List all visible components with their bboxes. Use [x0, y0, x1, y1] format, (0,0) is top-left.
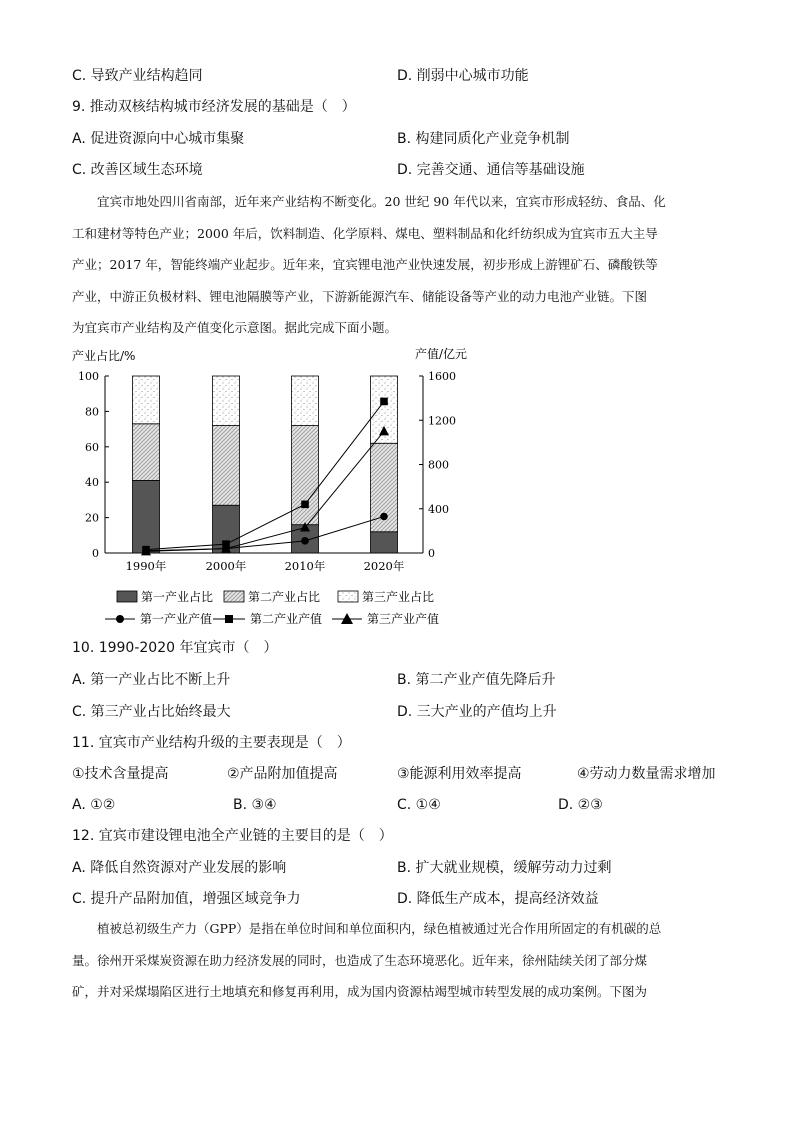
- bar-tertiary-share: [133, 376, 160, 424]
- passage-line: 量。徐州开采煤炭资源在助力经济发展的同时，也造成了生态环境恶化。近年来，徐州陆续关闭了部分煤: [72, 952, 648, 968]
- q11-item-4: ④劳动力数量需求增加: [577, 766, 716, 782]
- legend-primary-value: 第一产业产值: [140, 612, 213, 626]
- legend-primary-share: 第一产业占比: [141, 590, 214, 604]
- passage-line: 植被总初级生产力（GPP）是指在单位时间和单位面积内，绿色植被通过光合作用所固定的有机碳的总: [97, 921, 662, 936]
- question-12-stem: 12. 宜宾市建设锂电池全产业链的主要目的是（ ）: [72, 828, 393, 844]
- q9-option-d[interactable]: D. 完善交通、通信等基础设施: [397, 162, 585, 178]
- passage-line: 产业，中游正负极材料、锂电池隔膜等产业，下游新能源汽车、储能设备等产业的动力电池产业链。下图: [72, 288, 648, 304]
- question-10-stem: 10. 1990-2020 年宜宾市（ ）: [72, 640, 278, 656]
- right-tick-label: 1200: [428, 414, 456, 428]
- passage-yibin: [72, 186, 722, 344]
- legend-secondary-share: 第二产业占比: [248, 590, 321, 604]
- q10-option-b[interactable]: B. 第二产业产值先降后升: [397, 672, 556, 688]
- legend-tertiary-value: 第三产业产值: [367, 612, 440, 626]
- point-primary-value: [380, 513, 388, 521]
- legend-secondary-value: 第二产业产值: [250, 612, 323, 626]
- q11-option-c[interactable]: C. ①④: [397, 797, 441, 813]
- left-tick-label: 60: [85, 440, 99, 454]
- industry-structure-chart: [0, 340, 794, 640]
- legend-line-tertiary: [332, 613, 362, 624]
- left-tick-label: 100: [78, 370, 99, 383]
- q12-option-d[interactable]: D. 降低生产成本，提高经济效益: [397, 891, 599, 907]
- q10-option-d[interactable]: D. 三大产业的产值均上升: [397, 704, 557, 720]
- point-primary-value: [301, 537, 309, 545]
- right-tick-label: 800: [428, 458, 449, 472]
- q10-option-a[interactable]: A. 第一产业占比不断上升: [72, 672, 231, 688]
- legend-tertiary-share: 第三产业占比: [362, 590, 435, 604]
- left-axis-label: 产业占比/%: [72, 349, 136, 363]
- right-tick-label: 1600: [428, 370, 456, 383]
- left-tick-label: 0: [92, 547, 99, 560]
- left-tick-label: 20: [85, 511, 99, 525]
- question-11-stem: 11. 宜宾市产业结构升级的主要表现是（ ）: [72, 735, 351, 751]
- q9-option-a[interactable]: A. 促进资源向中心城市集聚: [72, 131, 245, 147]
- question-9-stem: 9. 推动双核结构城市经济发展的基础是（ ）: [72, 99, 356, 115]
- point-secondary-value: [380, 398, 388, 406]
- line-primary-value: [146, 516, 384, 550]
- bar-tertiary-share: [213, 376, 240, 426]
- legend-swatch-secondary-share: [224, 591, 244, 602]
- passage-line: 宜宾市地处四川省南部，近年来产业结构不断变化。20 世纪 90 年代以来，宜宾市形成轻纺、食品、化: [97, 194, 666, 209]
- q11-item-1: ①技术含量提高: [72, 766, 169, 782]
- q11-option-a[interactable]: A. ①②: [72, 797, 116, 813]
- line-tertiary-value: [146, 431, 384, 551]
- bar-secondary-share: [292, 426, 319, 525]
- passage-xuzhou: [72, 913, 722, 1008]
- right-tick-label: 0: [428, 547, 435, 560]
- legend-swatch-tertiary-share: [338, 591, 358, 602]
- passage-line: 矿，并对采煤塌陷区进行土地填充和修复再利用，成为国内资源枯竭型城市转型发展的成功案例。下图为: [72, 984, 648, 999]
- legend-swatch-primary-share: [117, 591, 137, 602]
- legend-line-primary: [105, 615, 135, 623]
- x-tick-label: 2020年: [363, 559, 405, 573]
- x-tick-label: 1990年: [125, 559, 167, 573]
- bar-secondary-share: [213, 426, 240, 506]
- bar-tertiary-share: [292, 376, 319, 426]
- q12-option-b[interactable]: B. 扩大就业规模，缓解劳动力过剩: [397, 860, 612, 876]
- bar-primary-share: [371, 532, 398, 553]
- bar-primary-share: [133, 480, 160, 553]
- q11-item-3: ③能源利用效率提高: [397, 766, 522, 782]
- q11-option-d[interactable]: D. ②③: [558, 797, 603, 813]
- q9-option-c[interactable]: C. 改善区域生态环境: [72, 162, 203, 178]
- q9-option-b[interactable]: B. 构建同质化产业竞争机制: [397, 131, 570, 147]
- x-tick-label: 2010年: [284, 559, 326, 573]
- passage-line: 为宜宾市产业结构及产值变化示意图。据此完成下面小题。: [72, 320, 398, 335]
- q11-option-b[interactable]: B. ③④: [233, 797, 277, 813]
- right-axis-label: 产值/亿元: [415, 347, 468, 361]
- q12-option-c[interactable]: C. 提升产品附加值，增强区域竞争力: [72, 891, 301, 907]
- legend-line-secondary: [213, 615, 245, 623]
- passage-line: 产业；2017 年，智能终端产业起步。近年来，宜宾锂电池产业快速发展，初步形成上游锂矿石、磷酸铁等: [72, 257, 658, 272]
- q11-item-2: ②产品附加值提高: [227, 766, 338, 782]
- option-c[interactable]: C. 导致产业结构趋同: [72, 68, 203, 84]
- bar-secondary-share: [133, 424, 160, 481]
- option-d[interactable]: D. 削弱中心城市功能: [397, 68, 529, 84]
- left-tick-label: 80: [85, 405, 99, 419]
- right-tick-label: 400: [428, 502, 449, 516]
- passage-line: 工和建材等特色产业；2000 年后，饮料制造、化学原料、煤电、塑料制品和化纤纺织成为宜宾市五大主导: [72, 225, 658, 241]
- left-tick-label: 40: [85, 476, 99, 490]
- q10-option-c[interactable]: C. 第三产业占比始终最大: [72, 704, 231, 720]
- q12-option-a[interactable]: A. 降低自然资源对产业发展的影响: [72, 860, 287, 876]
- point-secondary-value: [301, 501, 309, 509]
- x-tick-label: 2000年: [205, 559, 247, 573]
